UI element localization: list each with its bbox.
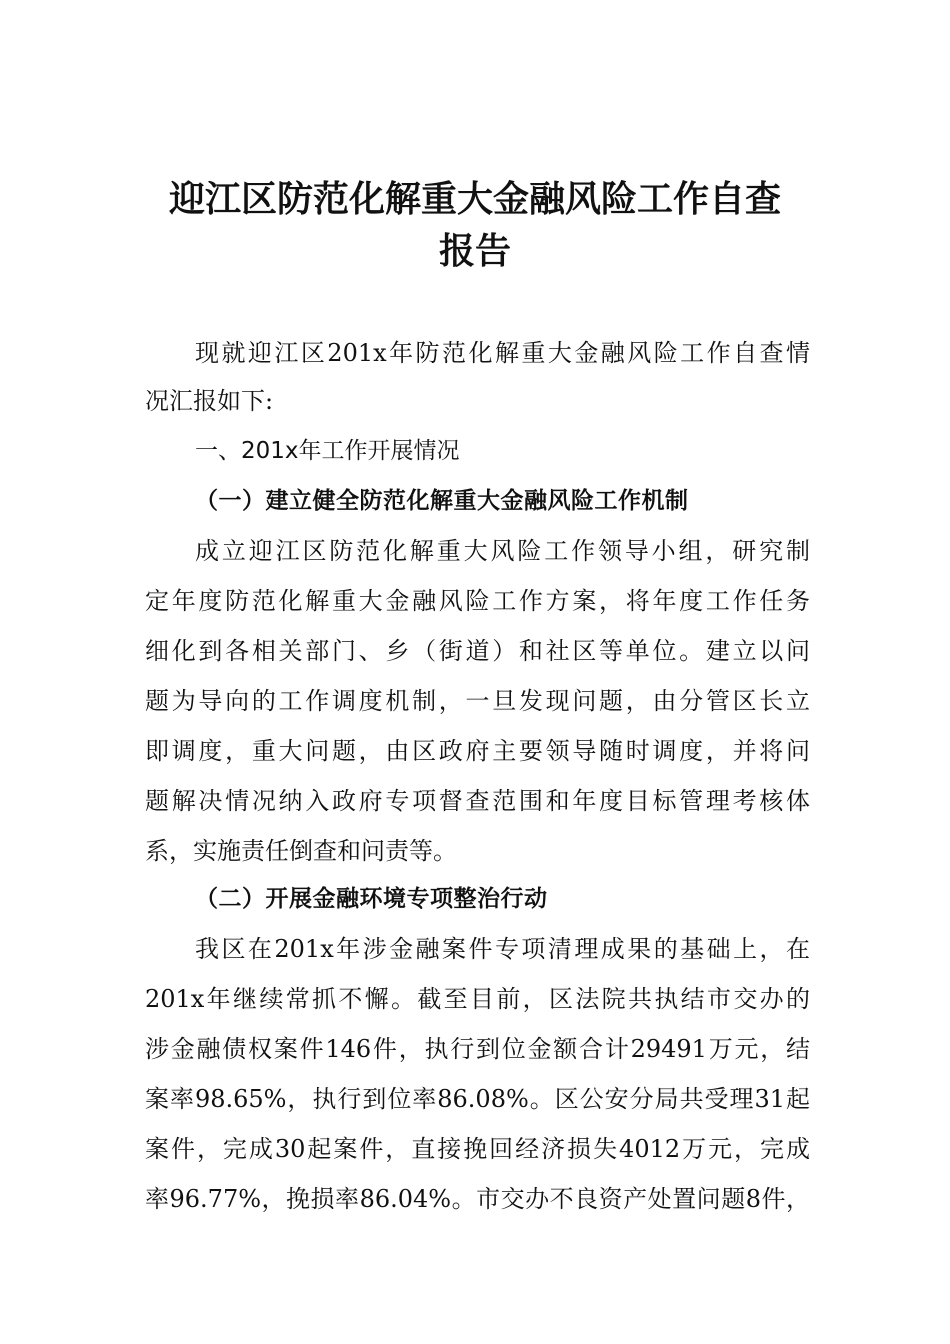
document-title-line-2: 报告 [438, 231, 511, 272]
document-title-line-1: 迎江区防范化解重大金融风险工作自查 [168, 179, 781, 220]
paragraph-line: 成立迎江区防范化解重大风险工作领导小组，研究制 [195, 537, 810, 565]
section-heading: 一、201x年工作开展情况 [195, 438, 460, 464]
paragraph-line: 案件，完成30起案件，直接挽回经济损失4012万元，完成 [145, 1135, 810, 1163]
paragraph-line: 现就迎江区201x年防范化解重大金融风险工作自查情 [195, 339, 810, 367]
paragraph-line: 系，实施责任倒查和问责等。 [145, 837, 457, 865]
paragraph-line: 即调度，重大问题，由区政府主要领导随时调度，并将问 [145, 737, 810, 765]
paragraph-line: 况汇报如下: [145, 387, 274, 415]
paragraph-line: 案率98.65%，执行到位率86.08%。区公安分局共受理31起 [145, 1085, 810, 1113]
paragraph-line: 题解决情况纳入政府专项督查范围和年度目标管理考核体 [145, 787, 810, 815]
subsection-heading: （二）开展金融环境专项整治行动 [195, 886, 548, 912]
paragraph-line: 我区在201x年涉金融案件专项清理成果的基础上，在 [195, 935, 810, 963]
paragraph-line: 涉金融债权案件146件，执行到位金额合计29491万元，结 [145, 1035, 810, 1063]
paragraph-line: 细化到各相关部门、乡（街道）和社区等单位。建立以问 [145, 637, 810, 665]
paragraph-line: 定年度防范化解重大金融风险工作方案，将年度工作任务 [145, 587, 810, 615]
paragraph-line: 201x年继续常抓不懈。截至目前，区法院共执结市交办的 [145, 985, 810, 1013]
paragraph-line: 率96.77%，挽损率86.04%。市交办不良资产处置问题8件， [145, 1185, 810, 1213]
paragraph-line: 题为导向的工作调度机制，一旦发现问题，由分管区长立 [145, 687, 810, 715]
subsection-heading: （一）建立健全防范化解重大金融风险工作机制 [195, 488, 689, 514]
